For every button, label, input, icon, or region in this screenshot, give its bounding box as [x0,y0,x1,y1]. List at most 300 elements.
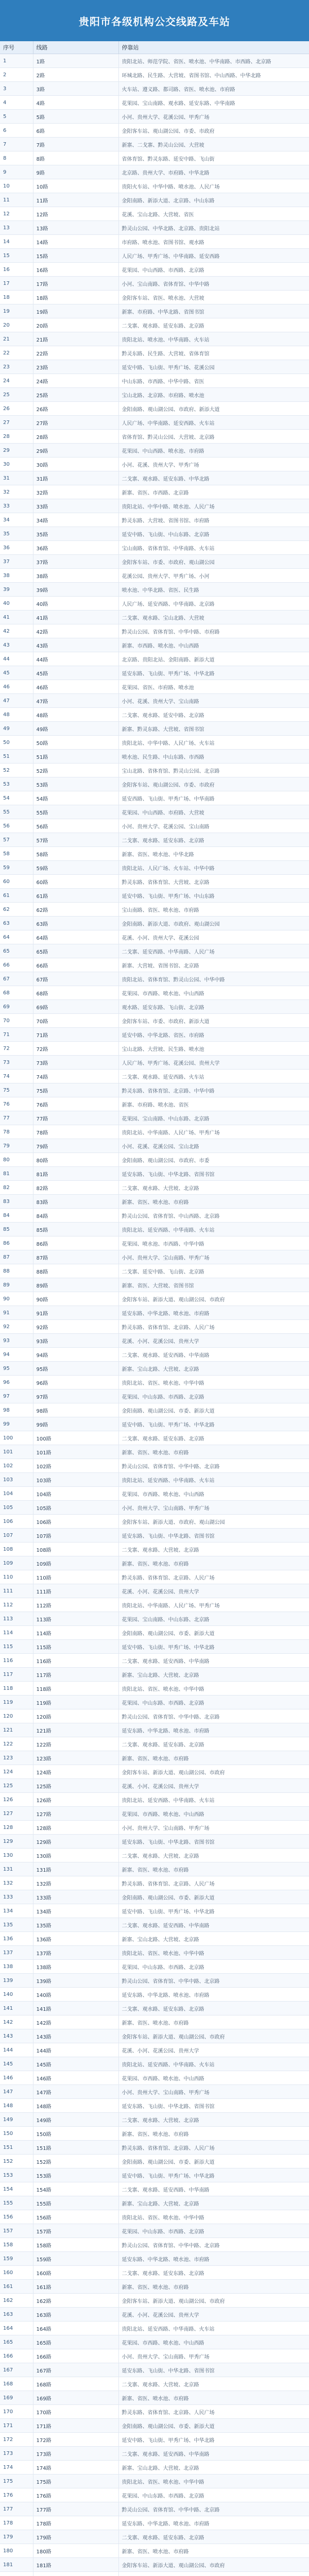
table-row [0,1362,309,1376]
cell-route: 2路 [33,68,118,82]
table-row [0,1473,309,1487]
cell-stops: 宝山南路、省医、喷水池、市府路 [118,903,309,917]
table-row [0,2043,309,2057]
table-row [0,819,309,833]
table-row [0,2433,309,2447]
cell-index: 128 [0,1821,33,1835]
cell-route: 43路 [33,638,118,652]
cell-index: 53 [0,777,33,791]
cell-index: 176 [0,2488,33,2502]
table-row [0,2182,309,2196]
cell-route: 74路 [33,1070,118,1083]
cell-index: 162 [0,2294,33,2308]
cell-index: 125 [0,1779,33,1793]
table-row [0,499,309,513]
table-row [0,2502,309,2516]
table-row [0,471,309,485]
cell-route: 61路 [33,889,118,903]
cell-route: 13路 [33,221,118,235]
cell-route: 55路 [33,805,118,819]
table-row [0,1876,309,1890]
cell-route: 26路 [33,402,118,416]
table-row [0,1348,309,1362]
cell-stops: 新寨、省医、喷水池、中华北路 [118,847,309,861]
table-row [0,944,309,958]
cell-index: 154 [0,2182,33,2196]
cell-stops: 二戈寨、观水路、大营坡、北京路 [118,2113,309,2127]
cell-index: 4 [0,96,33,110]
cell-index: 135 [0,1918,33,1932]
cell-route: 94路 [33,1348,118,1362]
cell-index: 19 [0,304,33,318]
cell-index: 96 [0,1376,33,1389]
cell-route: 132路 [33,1876,118,1890]
cell-route: 124路 [33,1765,118,1779]
cell-index: 83 [0,1195,33,1209]
table-row [0,138,309,151]
cell-route: 79路 [33,1139,118,1153]
cell-stops: 二戈寨、观水路、延安中路、北京路 [118,708,309,722]
cell-index: 29 [0,444,33,457]
cell-stops: 二戈寨、观水路、延安西路、中华南路 [118,1348,309,1362]
table-row [0,1751,309,1765]
cell-index: 89 [0,1278,33,1292]
table-row [0,1445,309,1459]
cell-index: 70 [0,1014,33,1028]
table-row [0,2196,309,2210]
cell-stops: 延安西路、飞山街、甲秀广场、中华南路 [118,791,309,805]
cell-index: 92 [0,1320,33,1334]
routes-table-header [0,41,309,54]
table-row [0,1070,309,1083]
cell-index: 132 [0,1876,33,1890]
table-row [0,903,309,917]
cell-route: 1路 [33,54,118,68]
cell-route: 126路 [33,1793,118,1807]
cell-index: 104 [0,1487,33,1501]
table-row [0,2516,309,2530]
table-row [0,791,309,805]
cell-index: 145 [0,2057,33,2071]
cell-stops [118,2572,309,2576]
cell-index: 151 [0,2141,33,2155]
cell-route: 171路 [33,2419,118,2433]
cell-route: 114路 [33,1626,118,1640]
cell-stops: 小河、贵州大学、宝山南路、甲秀广场 [118,2085,309,2099]
cell-route: 98路 [33,1403,118,1417]
cell-index: 136 [0,1932,33,1946]
cell-stops: 花溪、小河、花溪公园、贵州大学 [118,2308,309,2321]
cell-route: 45路 [33,666,118,680]
cell-route: 60路 [33,875,118,889]
cell-route: 181路 [33,2558,118,2572]
cell-stops: 贵阳北站、省医、喷水池、中华中路 [118,1682,309,1696]
cell-index: 87 [0,1250,33,1264]
cell-route: 44路 [33,652,118,666]
cell-stops: 花果园、宝山南路、观水路、延安东路、中华南路 [118,96,309,110]
cell-index: 79 [0,1139,33,1153]
cell-index: 69 [0,1000,33,1014]
cell-stops: 花果园、市西路、喷水池、中山西路 [118,1487,309,1501]
table-row [0,1459,309,1473]
table-row [0,736,309,750]
cell-index: 67 [0,972,33,986]
cell-route: 155路 [33,2196,118,2210]
cell-stops: 延安中路、中华北路、省医、市府路 [118,1028,309,1042]
cell-route: 78路 [33,1125,118,1139]
table-row [0,1849,309,1862]
cell-route: 88路 [33,1264,118,1278]
cell-index: 177 [0,2502,33,2516]
routes-table-container [0,41,309,2576]
cell-index: 51 [0,750,33,764]
cell-stops: 火车站、遵义路、都司路、省医、喷水池、市府路 [118,82,309,96]
cell-route: 87路 [33,1250,118,1264]
table-row [0,165,309,179]
cell-route: 77路 [33,1111,118,1125]
cell-index: 77 [0,1111,33,1125]
cell-stops: 花果园、市西路、喷水池、中山西路 [118,1807,309,1821]
cell-stops: 贵阳北站、延安西路、中华南路、火车站 [118,1793,309,1807]
cell-route: 180路 [33,2544,118,2558]
cell-index: 146 [0,2071,33,2085]
cell-route: 47路 [33,694,118,708]
table-row [0,930,309,944]
cell-stops: 延安东路、飞山街、中华北路、省图书馆 [118,1529,309,1543]
table-row [0,1626,309,1640]
cell-route: 85路 [33,1223,118,1236]
cell-route: 21路 [33,332,118,346]
cell-route: 68路 [33,986,118,1000]
cell-stops: 延安中路、飞山街、甲秀广场、花溪公园 [118,360,309,374]
cell-route: 143路 [33,2029,118,2043]
table-row [0,569,309,583]
cell-index: 74 [0,1070,33,1083]
cell-stops: 二戈寨、观水路、延安东路、北京路 [118,2002,309,2015]
cell-index: 122 [0,1737,33,1751]
cell-stops: 环城北路、民生路、大营坡、省图书馆、中山西路、中华北路 [118,68,309,82]
cell-route: 129路 [33,1835,118,1849]
table-row [0,54,309,68]
table-row [0,583,309,597]
cell-index: 168 [0,2377,33,2391]
cell-index: 20 [0,318,33,332]
cell-stops: 延安中路、飞山街、甲秀广场、中华北路 [118,2168,309,2182]
cell-stops: 黔灵东路、省体育馆、北京路、中华中路 [118,1083,309,1097]
cell-stops: 小河、贵州大学、宝山南路、甲秀广场 [118,1250,309,1264]
cell-index: 18 [0,291,33,304]
cell-index: 22 [0,346,33,360]
table-row [0,1779,309,1793]
cell-route: 178路 [33,2516,118,2530]
cell-index: 82 [0,1181,33,1195]
cell-route: 11路 [33,193,118,207]
cell-stops: 新寨、省医、喷水池、市府路 [118,2544,309,2558]
cell-stops: 黔灵东路、省体育馆、北京路、人民广场 [118,1876,309,1890]
cell-index: 2 [0,68,33,82]
cell-stops: 延安东路、飞山街、中华北路、省图书馆 [118,1835,309,1849]
cell-stops: 省体育馆、黔灵山公园、大营坡、北京路 [118,430,309,444]
cell-index: 52 [0,764,33,777]
cell-stops: 延安东路、中华北路、喷水池、市府路 [118,1306,309,1320]
cell-index: 57 [0,833,33,847]
cell-route: 95路 [33,1362,118,1376]
table-row [0,1654,309,1668]
cell-route: 97路 [33,1389,118,1403]
table-row [0,2405,309,2419]
cell-route: 111路 [33,1584,118,1598]
cell-stops: 观水路、延安东路、飞山街、北京路 [118,1000,309,1014]
cell-stops: 黔灵山公园、省体育馆、中华中路、北京路 [118,1459,309,1473]
cell-route: 99路 [33,1417,118,1431]
cell-route: 152路 [33,2155,118,2168]
cell-stops: 花溪、小河、贵州大学、花溪公园 [118,930,309,944]
cell-stops: 二戈寨、观水路、大营坡、北京路 [118,1181,309,1195]
cell-route: 120路 [33,1709,118,1723]
cell-stops: 花溪、小河、花溪公园、贵州大学 [118,1334,309,1348]
cell-route: 67路 [33,972,118,986]
cell-stops: 延安东路、中华北路、喷水池、市府路 [118,1988,309,2002]
table-row [0,1223,309,1236]
cell-index: 160 [0,2266,33,2280]
table-row [0,2558,309,2572]
cell-index: 109 [0,1556,33,1570]
cell-route: 119路 [33,1696,118,1709]
cell-index: 157 [0,2224,33,2238]
table-row [0,1125,309,1139]
cell-index: 86 [0,1236,33,1250]
cell-stops: 新寨、宝山北路、大营坡、北京路 [118,1362,309,1376]
table-row [0,68,309,82]
cell-stops: 花果园、市西路、喷水池、中山西路 [118,986,309,1000]
cell-stops: 花果园、中山西路、市府路、大营坡 [118,805,309,819]
cell-index: 164 [0,2321,33,2335]
cell-route: 28路 [33,430,118,444]
page-title-bar [0,0,309,41]
table-row [0,1431,309,1445]
table-row [0,2057,309,2071]
cell-route: 136路 [33,1932,118,1946]
cell-stops: 新寨、二戈寨、黔灵山公园、大营坡 [118,138,309,151]
cell-stops: 金阳客车站、新添大道、观山湖公园、市政府 [118,2294,309,2308]
cell-route: 162路 [33,2294,118,2308]
table-row [0,2461,309,2475]
cell-route: 166路 [33,2349,118,2363]
cell-index: 111 [0,1584,33,1598]
table-row [0,430,309,444]
cell-index: 15 [0,249,33,263]
table-row [0,1946,309,1960]
cell-route: 76路 [33,1097,118,1111]
table-row [0,2294,309,2308]
cell-index: 25 [0,388,33,402]
table-row [0,2447,309,2461]
table-row [0,1807,309,1821]
cell-index: 63 [0,917,33,930]
cell-stops: 金阳南路、观山湖公园、市委、新添大道 [118,1403,309,1417]
cell-stops: 延安东路、中华北路、喷水池、市府路 [118,2516,309,2530]
cell-index: 149 [0,2113,33,2127]
cell-index: 110 [0,1570,33,1584]
cell-index: 178 [0,2516,33,2530]
cell-index: 95 [0,1362,33,1376]
table-row [0,2280,309,2294]
cell-route: 36路 [33,541,118,555]
cell-stops: 人民广场、中华南路、延安西路、火车站 [118,416,309,430]
cell-index: 133 [0,1890,33,1904]
cell-route: 19路 [33,304,118,318]
cell-index: 7 [0,138,33,151]
header-stops: 停靠站 [118,41,309,54]
cell-index [0,2572,33,2576]
cell-route: 92路 [33,1320,118,1334]
cell-index: 5 [0,110,33,124]
cell-route: 69路 [33,1000,118,1014]
cell-index: 61 [0,889,33,903]
cell-index: 173 [0,2447,33,2461]
header-route: 线路 [33,41,118,54]
cell-index: 6 [0,124,33,138]
table-row [0,861,309,875]
cell-stops: 新寨、省医、喷水池、市府路 [118,1751,309,1765]
cell-route: 127路 [33,1807,118,1821]
table-row [0,972,309,986]
cell-stops: 花果园、中山东路、市西路、北京路 [118,2488,309,2502]
cell-route: 9路 [33,165,118,179]
table-row [0,805,309,819]
cell-index: 118 [0,1682,33,1696]
table-row [0,708,309,722]
table-row [0,958,309,972]
cell-index: 55 [0,805,33,819]
cell-stops: 延安东路、飞山街、中华北路、省图书馆 [118,2099,309,2113]
cell-stops: 二戈寨、观水路、延安西路、火车站 [118,1070,309,1083]
cell-route: 150路 [33,2127,118,2141]
table-row [0,1932,309,1946]
routes-table-body [0,54,309,2576]
cell-index: 30 [0,457,33,471]
cell-stops: 黔灵山公园、省体育馆、中华中路、北京路 [118,1974,309,1988]
cell-route: 102路 [33,1459,118,1473]
table-row [0,1083,309,1097]
cell-stops: 小河、花溪、贵州大学、甲秀广场 [118,457,309,471]
cell-index: 159 [0,2252,33,2266]
cell-stops: 新寨、大营坡、省图书馆、北京路 [118,958,309,972]
cell-route: 148路 [33,2099,118,2113]
cell-route: 54路 [33,791,118,805]
cell-stops: 黔灵山公园、中华北路、北京路、贵阳北站 [118,221,309,235]
cell-route: 125路 [33,1779,118,1793]
cell-route: 32路 [33,485,118,499]
cell-route: 52路 [33,764,118,777]
cell-stops: 宝山北路、省体育馆、黔灵山公园、北京路 [118,764,309,777]
table-row [0,485,309,499]
cell-index: 85 [0,1223,33,1236]
cell-index: 101 [0,1445,33,1459]
cell-stops: 花果园、喷水池、市西路、中华中路 [118,1236,309,1250]
cell-stops: 延安中路、飞山街、甲秀广场、中华北路 [118,1640,309,1654]
cell-index: 175 [0,2475,33,2488]
table-row [0,611,309,624]
cell-index: 181 [0,2558,33,2572]
cell-route: 160路 [33,2266,118,2280]
table-row [0,750,309,764]
cell-stops: 小河、花溪、贵州大学、宝山南路 [118,694,309,708]
table-row [0,1014,309,1028]
table-row [0,318,309,332]
cell-index: 138 [0,1960,33,1974]
cell-index: 33 [0,499,33,513]
cell-route: 16路 [33,263,118,277]
cell-index: 37 [0,555,33,569]
cell-stops: 延安中路、飞山街、甲秀广场、中山东路 [118,889,309,903]
cell-index: 81 [0,1167,33,1181]
table-row [0,402,309,416]
table-row [0,513,309,527]
cell-route: 168路 [33,2377,118,2391]
cell-stops: 黔灵东路、省体育馆、大营坡、北京路 [118,875,309,889]
table-row [0,124,309,138]
cell-index: 12 [0,207,33,221]
cell-index: 158 [0,2238,33,2252]
cell-stops: 贵阳北站、延安西路、中华南路、火车站 [118,1223,309,1236]
cell-index: 36 [0,541,33,555]
cell-index: 13 [0,221,33,235]
cell-index: 26 [0,402,33,416]
table-row [0,1209,309,1223]
cell-stops: 金阳客车站、观山湖公园、市委、市政府 [118,777,309,791]
cell-index: 43 [0,638,33,652]
cell-route: 118路 [33,1682,118,1696]
table-row [0,2002,309,2015]
table-row [0,1487,309,1501]
cell-stops: 延安东路、中华北路、喷水池、市府路 [118,2252,309,2266]
table-row [0,1334,309,1348]
cell-stops: 贵阳北站、中华南路、人民广场、甲秀广场 [118,1125,309,1139]
cell-index: 11 [0,193,33,207]
cell-route: 15路 [33,249,118,263]
cell-index: 93 [0,1334,33,1348]
cell-index: 40 [0,597,33,611]
cell-route: 84路 [33,1209,118,1223]
cell-stops: 市府路、喷水池、省图书馆、观水路 [118,235,309,249]
cell-stops: 金阳客车站、观山湖公园、市委、市政府 [118,124,309,138]
table-row [0,1765,309,1779]
cell-route: 18路 [33,291,118,304]
cell-index: 144 [0,2043,33,2057]
cell-stops: 金阳南路、新添大道、市政府、观山湖公园 [118,917,309,930]
cell-route: 146路 [33,2071,118,2085]
cell-stops: 二戈寨、观水路、延安西路、中华南路 [118,1918,309,1932]
cell-index: 28 [0,430,33,444]
cell-route: 75路 [33,1083,118,1097]
cell-stops: 黔灵山公园、省体育馆、中华中路、北京路 [118,2502,309,2516]
table-row [0,1890,309,1904]
table-row [0,179,309,193]
table-row [0,1988,309,2002]
cell-index: 21 [0,332,33,346]
cell-route: 140路 [33,1988,118,2002]
cell-index: 97 [0,1389,33,1403]
cell-stops: 延安东路、飞山街、中华北路、省图书馆 [118,2363,309,2377]
cell-stops: 新寨、省医、市西路、北京路 [118,485,309,499]
cell-index: 90 [0,1292,33,1306]
table-row [0,1403,309,1417]
cell-index: 48 [0,708,33,722]
cell-route: 145路 [33,2057,118,2071]
cell-index: 180 [0,2544,33,2558]
cell-route: 106路 [33,1515,118,1529]
